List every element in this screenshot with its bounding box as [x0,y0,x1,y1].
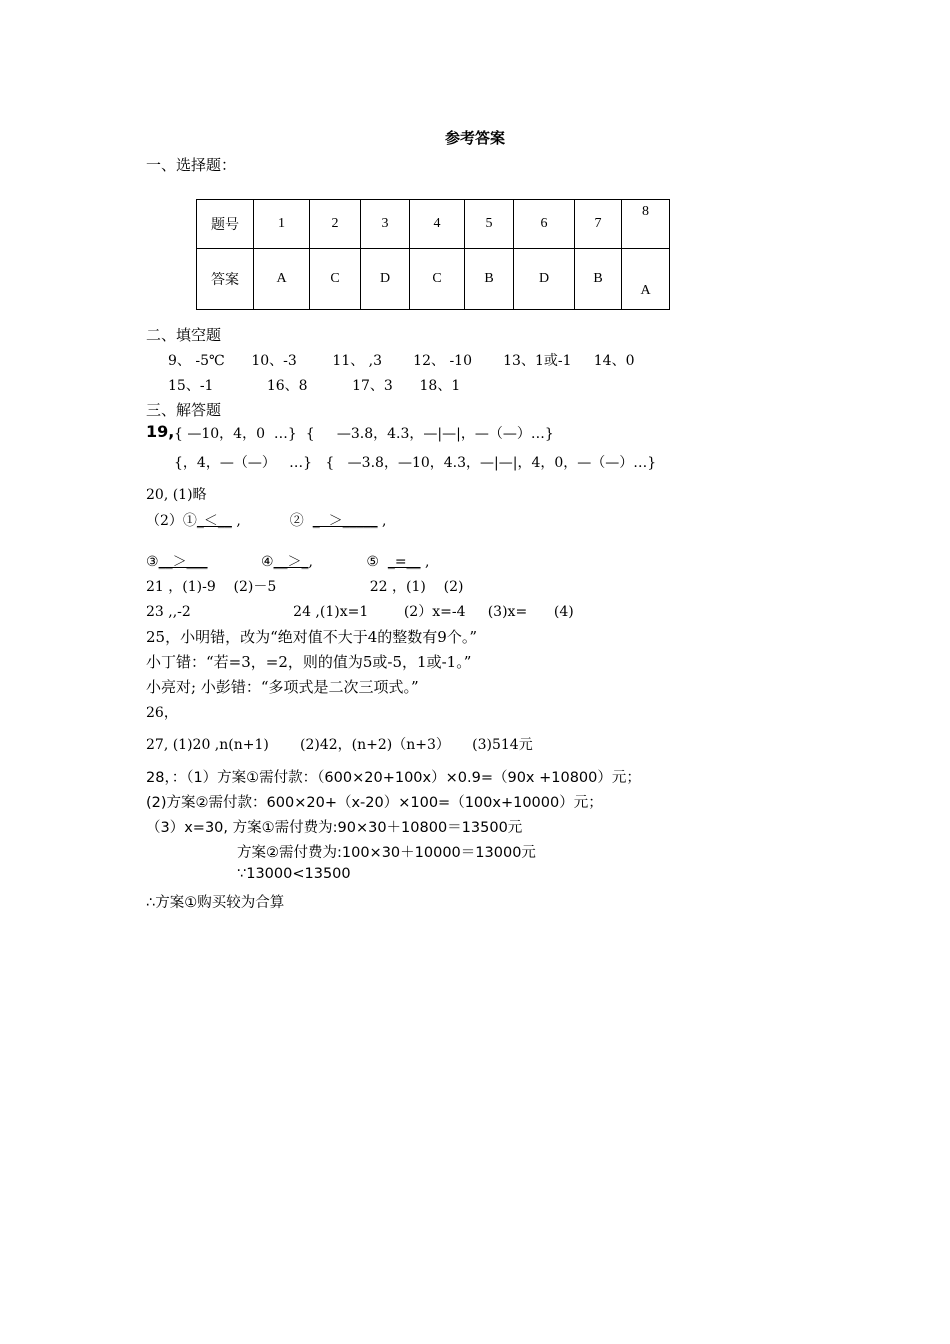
question-number: 2 [310,200,361,249]
q21-22-line: 21 ，(1)-9 (2)－5 22 ，(1) (2) [146,579,464,595]
q20-answer-3: __＞___ [158,554,208,570]
q20-answer-5: _=__ [387,554,421,570]
q20-tail-3: , [420,554,430,570]
q19-number: 19, [146,422,175,441]
q28-line-1: 28，：（1）方案①需付款：（600×20+100x）×0.9=（90x +10800）元； [146,770,641,786]
question-number: 4 [410,200,465,249]
q20-label-5: , ⑤ [308,554,388,570]
answer-cell: B [465,249,514,310]
q28-line-2: (2)方案②需付款：600×20+（x-20）×100=（100x+10000）元； [146,795,603,811]
question-number: 8 [622,200,670,249]
answer-cell: B [575,249,622,310]
answer-table [196,199,670,310]
question-number: 6 [514,200,575,249]
q23-24-line: 23 ,,-2 24 ,(1)x=1 (2）x=-4 (3)x= (4) [146,604,574,620]
q28-line-5: ∵13000<13500 [237,866,351,882]
table-row-numbers [197,200,670,249]
q20-tail: , [377,513,387,529]
q19-line-1: { —10，4，0 …} { —3.8，4.3，—|—|，—（—）…} [174,426,554,442]
q28-line-4: 方案②需付费为:100×30＋10000＝13000元 [237,845,536,861]
q19-line-2: {，4，—（—） …} { —3.8，—10，4.3，—|—|，4，0，—（—）…} [174,455,657,471]
q20-answer-1: _＜__ [196,513,232,529]
q20-separator: , ② [231,513,313,529]
q20-answer-4: __＞_ [273,554,309,570]
answer-cell: A [254,249,310,310]
answer-cell: D [361,249,410,310]
row-label-number: 题号 [197,200,254,249]
fill-answers-line-1: 9、 -5℃ 10、-3 11、 ,3 12、 -10 13、1或-1 14、0 [168,353,635,369]
table-row-answers [197,249,670,310]
q20-answer-2: _ ＞_____ [312,513,378,529]
answer-cell: C [310,249,361,310]
q27-line: 27, (1)20 ,n(n+1) (2)42，(n+2)（n+3） (3)514元 [146,737,533,753]
q20-line-1: 20, (1)略 [146,487,207,503]
q28-line-3: （3）x=30, 方案①需付费为:90×30＋10800＝13500元 [146,820,523,836]
q26-line: 26， [146,705,178,721]
section-solve-heading: 三、解答题 [146,401,222,419]
q20-line-3 [146,551,429,571]
section-fill-heading: 二、填空题 [146,326,222,344]
question-number: 7 [575,200,622,249]
q28-line-6: ∴方案①购买较为合算 [146,895,285,911]
question-number: 3 [361,200,410,249]
q20-label-4: ④ [207,554,274,570]
q20-line-2 [146,510,387,530]
q20-label-3: ③ [146,554,159,570]
section-choice-heading: 一、选择题： [146,156,237,174]
q25-line-1: 25，小明错，改为“绝对值不大于4的整数有9个。” [146,628,478,646]
row-label-answer: 答案 [197,249,254,310]
question-number: 1 [254,200,310,249]
answer-cell: D [514,249,575,310]
q25-line-2: 小丁错：“若=3，=2，则的值为5或-5，1或-1。” [146,653,472,671]
answer-cell: A [622,249,670,310]
fill-answers-line-2: 15、-1 16、8 17、3 18、1 [168,378,461,394]
question-number: 5 [465,200,514,249]
answer-cell: C [410,249,465,310]
q25-line-3: 小亮对; 小彭错：“多项式是二次三项式。” [146,678,419,696]
page-title: 参考答案 [444,129,505,147]
q20-part-label: （2）① [146,513,197,529]
